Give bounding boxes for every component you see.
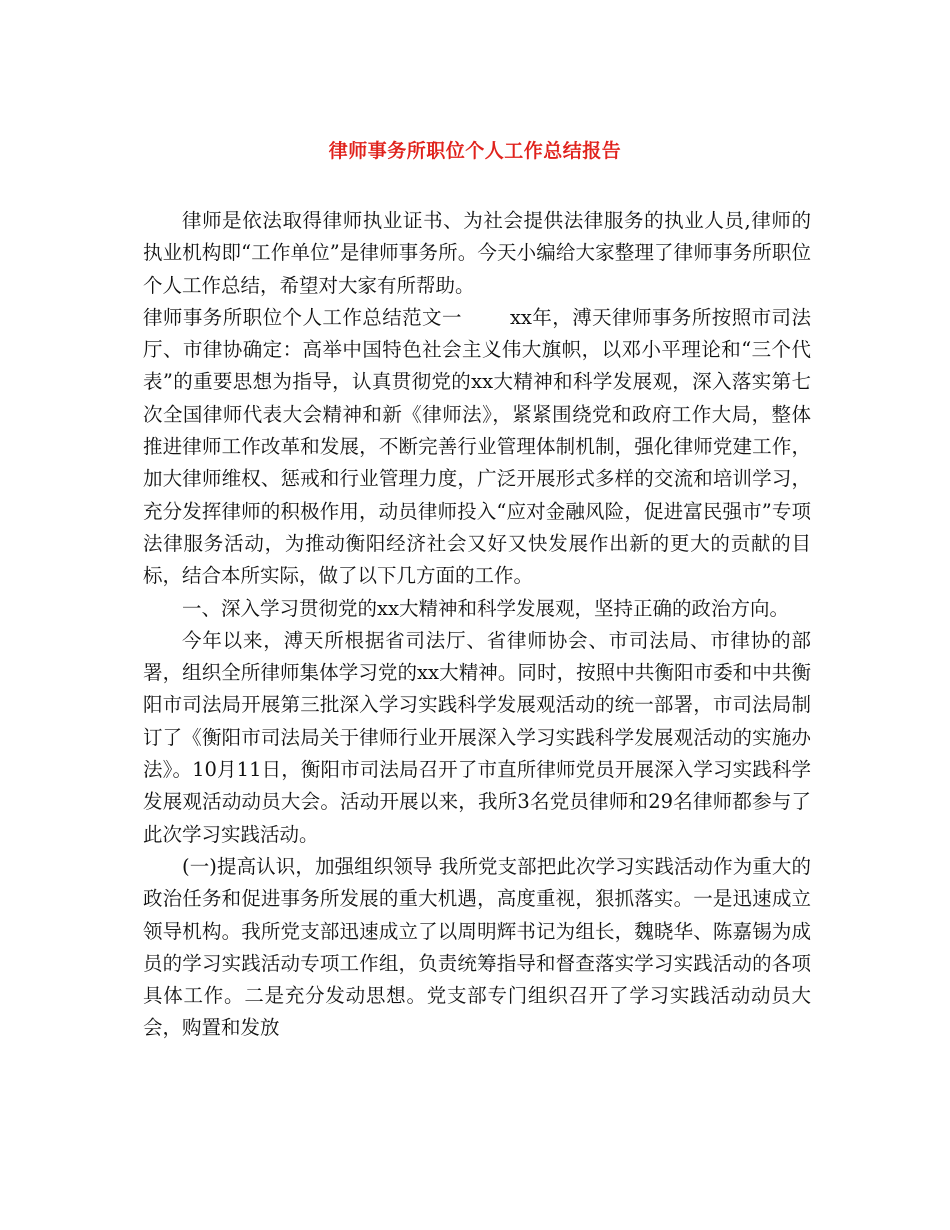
intro-paragraph: 律师是依法取得律师执业证书、为社会提供法律服务的执业人员,律师的执业机构即“工作单位”是律师事务所。今天小编给大家整理了律师事务所职位个人工作总结，希望对大家有所帮助。	[143, 209, 811, 297]
document-title: 律师事务所职位个人工作总结报告	[328, 140, 622, 162]
section-text: xx年，溥天律师事务所按照市司法厅、市律协确定：高举中国特色社会主义伟大旗帜，以邓小平理论和“三个代表”的重要思想为指导，认真贯彻党的xx大精神和科学发展观，深入落实第七次全国律师代表大会精神和新《律师法》，紧紧围绕党和政府工作大局，整体推进律师工作改革和发展，不断完善行业管理体制机制，强化律师党建工作，加大律师维权、惩戒和行业管理力度，广泛开展形式多样的交流和培训学习，充分发挥律师的积极作用，动员律师投入“应对金融风险，促进富民强市”专项法律服务活动，为推动衡阳经济社会又好又快发展作出新的更大的贡献的目标，结合本所实际，做了以下几方面的工作。	[143, 305, 811, 588]
point-one-heading: 一、深入学习贯彻党的xx大精神和科学发展观，坚持正确的政治方向。	[182, 596, 789, 620]
document-body	[143, 205, 811, 1045]
sub-one-paragraph: (一)提高认识，加强组织领导 我所党支部把此次学习实践活动作为重大的政治任务和促进事务所发展的重大机遇，高度重视，狠抓落实。一是迅速成立领导机构。我所党支部迅速成立了以周明辉书记为组长，魏晓华、陈嘉锡为成员的学习实践活动专项工作组，负责统筹指导和督查落实学习实践活动的各项具体工作。二是充分发动思想。党支部专门组织召开了学习实践活动动员大会，购置和发放	[143, 854, 811, 1040]
point-one-paragraph: 今年以来，溥天所根据省司法厅、省律师协会、市司法局、市律协的部署，组织全所律师集体学习党的xx大精神。同时，按照中共衡阳市委和中共衡阳市司法局开展第三批深入学习实践科学发展观活动的统一部署，市司法局制订了《衡阳市司法局关于律师行业开展深入学习实践科学发展观活动的实施办法》。10月11日，衡阳市司法局召开了市直所律师党员开展深入学习实践科学发展观活动动员大会。活动开展以来，我所3名党员律师和29名律师都参与了此次学习实践活动。	[143, 628, 811, 846]
section-paragraph	[143, 302, 811, 593]
section-heading: 律师事务所职位个人工作总结范文一	[143, 305, 462, 329]
